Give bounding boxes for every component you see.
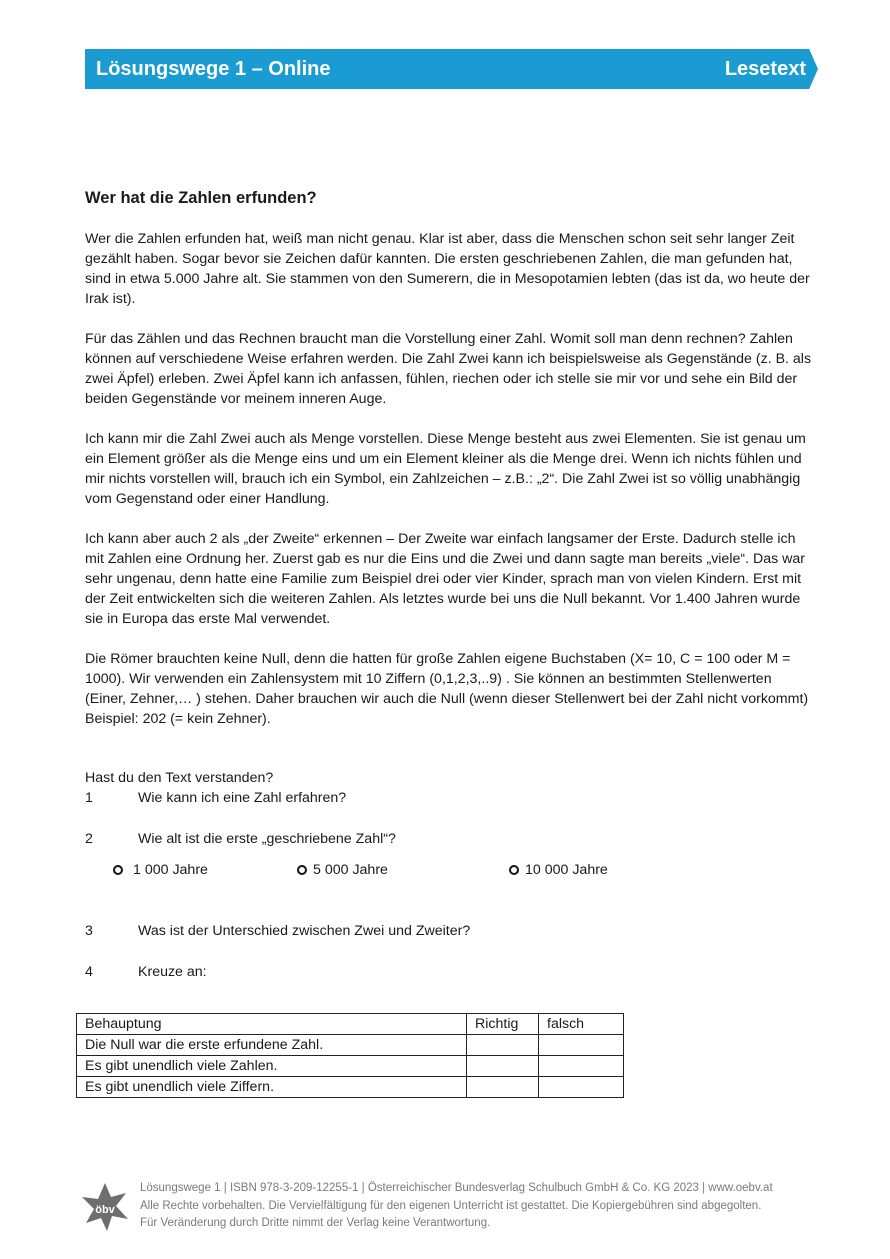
logo-text: öbv	[95, 1204, 115, 1216]
footer-line-1: Lösungswege 1 | ISBN 978-3-209-12255-1 | Österreichischer Bundesverlag Schulbuch GmbH & Co. KG 2023 | www.oebv.at	[140, 1182, 773, 1194]
false-checkbox-cell[interactable]	[539, 1056, 624, 1077]
claim-cell: Die Null war die erste erfundene Zahl.	[77, 1035, 467, 1056]
paragraph-4: Ich kann aber auch 2 als „der Zweite“ erkennen – Der Zweite war einfach langsamer der Erste. Dadurch stelle ich mit Zahlen eine Ordnung her. Zuerst gab es nur die Eins und die Zwei und dann sagte man bereits „viele“. Das war sehr ungenau, denn hatte eine Familie zum Beispiel drei oder vier Kinder, sprach man von vielen Kindern. Erst mit der Zeit entwickelten sich die weiteren Zahlen. Als letztes wurde bei uns die Null bekannt. Vor 1.400 Jahren wurde sie in Europa das erste Mal verwendet.	[85, 531, 806, 627]
question-text: Wie kann ich eine Zahl erfahren?	[138, 790, 347, 806]
header-false: falsch	[539, 1014, 624, 1035]
option-label: 10 000 Jahre	[525, 862, 608, 878]
question-number: 3	[85, 923, 93, 939]
question-number: 4	[85, 964, 93, 980]
paragraph-5: Die Römer brauchten keine Null, denn die hatten für große Zahlen eigene Buchstaben (X= 10, C = 100 oder M = 1000). Wir verwenden ein Zahlensystem mit 10 Ziffern (0,1,2,3,..9) . Sie können an bestimmten Stellenwerten (Einer, Zehner,… ) stehen. Daher brauchen wir auch die Null (wenn dieser Stellenwert bei der Zahl nicht vorkommt) Beispiel: 202 (= kein Zehner).	[85, 651, 809, 727]
option-10000[interactable]	[509, 860, 608, 880]
paragraph-1: Wer die Zahlen erfunden hat, weiß man nicht genau. Klar ist aber, dass die Menschen schon seit sehr langer Zeit gezählt haben. Sogar bevor sie Zeichen dafür kannten. Die ersten geschriebenen Zahlen, die man gefunden hat, sind in etwa 5.000 Jahre alt. Sie stammen von den Sumerern, die in Mesopotamien lebten (das ist da, wo heute der Irak ist).	[85, 231, 810, 307]
table-row	[77, 1035, 624, 1056]
table-header-row	[77, 1014, 624, 1035]
radio-circle-icon[interactable]	[113, 865, 123, 875]
footer-line-2: Alle Rechte vorbehalten. Die Vervielfältigung für den eigenen Unterricht ist gestattet. Die Kopiergebühren sind abgegolten.	[140, 1199, 762, 1212]
correct-checkbox-cell[interactable]	[467, 1035, 539, 1056]
table-row	[77, 1077, 624, 1098]
claim-cell: Es gibt unendlich viele Ziffern.	[77, 1077, 467, 1098]
answer-options	[85, 860, 815, 880]
banner-title: Lösungswege 1 – Online	[96, 58, 331, 80]
false-checkbox-cell[interactable]	[539, 1035, 624, 1056]
table-row	[77, 1056, 624, 1077]
questions-intro: Hast du den Text verstanden?	[85, 770, 274, 786]
question-text: Kreuze an:	[138, 964, 207, 980]
option-label: 5 000 Jahre	[313, 862, 388, 878]
true-false-table	[76, 1013, 624, 1098]
question-number: 1	[85, 790, 93, 806]
paragraph-2: Für das Zählen und das Rechnen braucht man die Vorstellung einer Zahl. Womit soll man denn rechnen? Zahlen können auf verschiedene Weise erfahren werden. Die Zahl Zwei kann ich beispielsweise als Gegenstände (z. B. als zwei Äpfel) erleben. Zwei Äpfel kann ich anfassen, fühlen, riechen oder ich stelle sie mir vor und sehe ein Bild der beiden Gegenstände vor meinem inneren Auge.	[85, 331, 812, 407]
banner-tag: Lesetext	[724, 58, 806, 80]
article-heading: Wer hat die Zahlen erfunden?	[85, 189, 317, 207]
footer-text	[140, 1180, 820, 1233]
radio-circle-icon[interactable]	[297, 865, 307, 875]
claim-cell: Es gibt unendlich viele Zahlen.	[77, 1056, 467, 1077]
header-correct: Richtig	[467, 1014, 539, 1035]
question-1	[85, 788, 815, 808]
publisher-logo-icon	[80, 1181, 130, 1233]
option-label: 1 000 Jahre	[133, 862, 208, 878]
question-4	[85, 962, 815, 982]
footer-line-3: Für Veränderung durch Dritte nimmt der Verlag keine Verantwortung.	[140, 1217, 491, 1229]
radio-circle-icon[interactable]	[509, 865, 519, 875]
option-1000[interactable]	[113, 860, 208, 880]
question-number: 2	[85, 831, 93, 847]
article	[85, 187, 815, 749]
option-5000[interactable]	[297, 860, 388, 880]
questions-section	[85, 768, 815, 982]
question-text: Wie alt ist die erste „geschriebene Zahl“?	[138, 831, 396, 847]
question-text: Was ist der Unterschied zwischen Zwei und Zweiter?	[138, 923, 471, 939]
correct-checkbox-cell[interactable]	[467, 1056, 539, 1077]
header-claim: Behauptung	[77, 1014, 467, 1035]
question-2	[85, 829, 815, 849]
paragraph-3: Ich kann mir die Zahl Zwei auch als Menge vorstellen. Diese Menge besteht aus zwei Elementen. Sie ist genau um ein Element größer als die Menge eins und um ein Element kleiner als die Menge drei. Wenn ich nichts fühlen und mir nichts vorstellen will, brauch ich ein Symbol, ein Zahlzeichen – z.B.: „2“. Die Zahl Zwei ist so völlig unabhängig vom Gegenstand oder einer Handlung.	[85, 431, 806, 507]
correct-checkbox-cell[interactable]	[467, 1077, 539, 1098]
question-3	[85, 921, 815, 941]
false-checkbox-cell[interactable]	[539, 1077, 624, 1098]
